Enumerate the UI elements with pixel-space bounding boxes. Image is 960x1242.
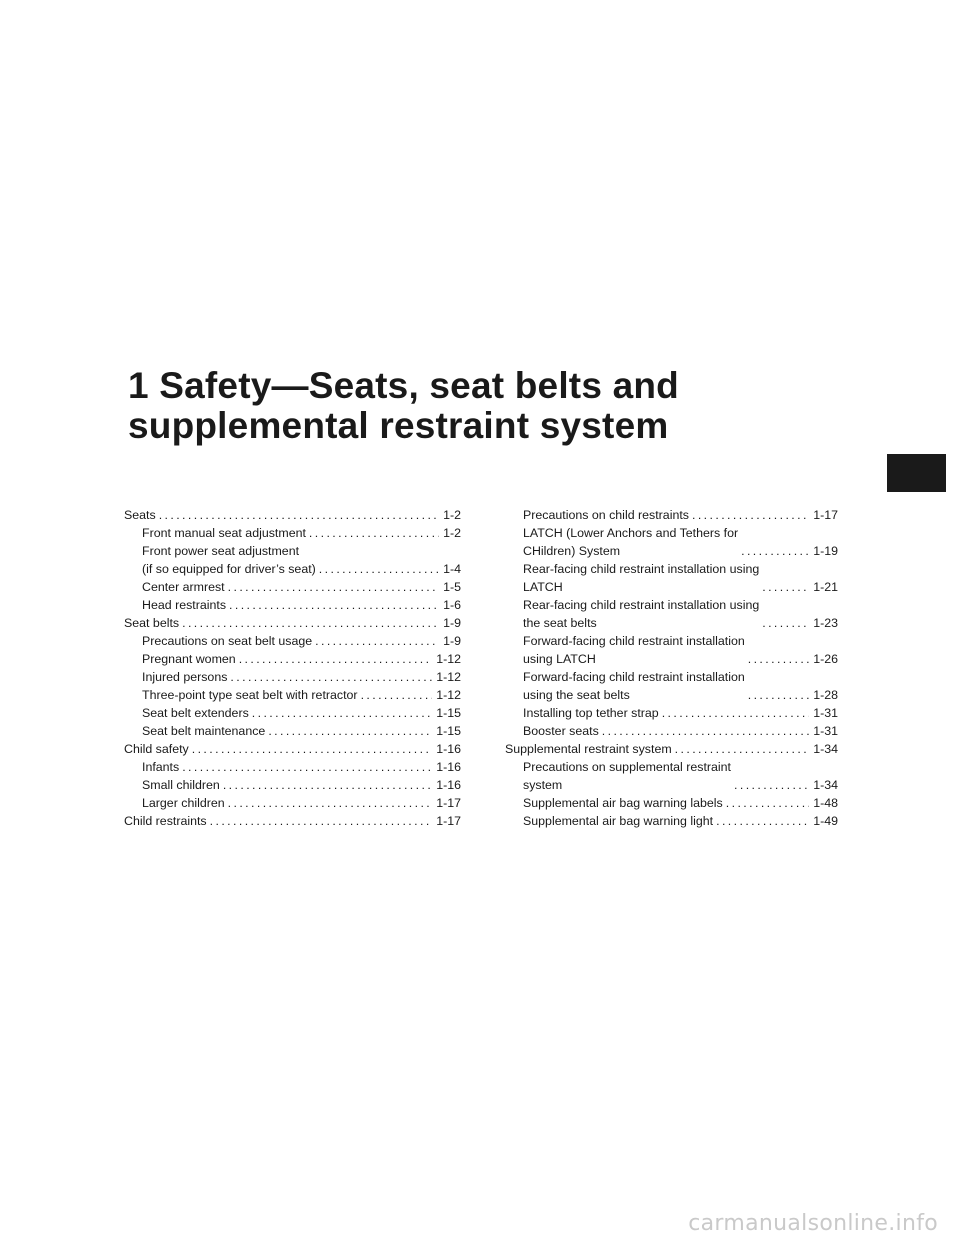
toc-leader-dots	[748, 650, 809, 668]
toc-entry-page: 1-28	[813, 688, 838, 702]
toc-entry-page: 1-31	[813, 706, 838, 720]
toc-leader-dots	[230, 668, 432, 686]
toc-entry-page: 1-12	[436, 688, 461, 702]
toc-entry[interactable]	[124, 614, 461, 632]
chapter-title-line-1: 1 Safety—Seats, seat belts and	[128, 365, 679, 406]
toc-entry-page: 1-9	[443, 616, 461, 630]
toc-entry-page: 1-26	[813, 652, 838, 666]
toc-entry-page: 1-17	[436, 814, 461, 828]
toc-leader-dots	[239, 650, 433, 668]
toc-entry-title: Supplemental restraint system	[505, 742, 672, 756]
toc-entry[interactable]	[124, 686, 461, 704]
toc-leader-dots	[228, 578, 439, 596]
toc-entry[interactable]	[505, 668, 838, 704]
toc-entry[interactable]	[124, 722, 461, 740]
toc-entry-page: 1-4	[443, 562, 461, 576]
toc-entry-page: 1-16	[436, 742, 461, 756]
toc-entry-page: 1-16	[436, 778, 461, 792]
toc-entry-page: 1-49	[813, 814, 838, 828]
toc-entry-page: 1-15	[436, 706, 461, 720]
toc-entry-page: 1-34	[813, 742, 838, 756]
toc-leader-dots	[228, 794, 433, 812]
toc-leader-dots	[726, 794, 809, 812]
toc-entry-page: 1-15	[436, 724, 461, 738]
chapter-title	[128, 366, 828, 446]
toc-entry-title: Supplemental air bag warning labels	[523, 796, 723, 810]
toc-entry[interactable]	[505, 704, 838, 722]
toc-entry-page: 1-19	[813, 544, 838, 558]
toc-entry-title: Infants	[142, 760, 180, 774]
toc-entry[interactable]	[124, 542, 461, 578]
toc-leader-dots	[762, 578, 809, 596]
toc-entry-title: Seat belt maintenance	[142, 724, 266, 738]
toc-entry-title: Forward-facing child restraint installation using the seat belts	[523, 670, 745, 702]
toc-entry-page: 1-31	[813, 724, 838, 738]
toc-leader-dots	[319, 560, 439, 578]
toc-entry-title: Head restraints	[142, 598, 227, 612]
toc-leader-dots	[182, 614, 439, 632]
toc-leader-dots	[210, 812, 433, 830]
toc-entry[interactable]	[505, 758, 838, 794]
toc-leader-dots	[315, 632, 439, 650]
toc-right-column	[505, 506, 838, 830]
toc-entry[interactable]	[505, 596, 838, 632]
toc-leader-dots	[361, 686, 433, 704]
toc-entry-title: Larger children	[142, 796, 225, 810]
toc-entry[interactable]	[124, 776, 461, 794]
toc-leader-dots	[268, 722, 432, 740]
toc-entry-title: LATCH (Lower Anchors and Tethers for CHildren) System	[523, 526, 739, 558]
toc-entry[interactable]	[505, 506, 838, 524]
toc-entry-page: 1-48	[813, 796, 838, 810]
toc-entry-title: Supplemental air bag warning light	[523, 814, 714, 828]
toc-leader-dots	[675, 740, 810, 758]
toc-entry[interactable]	[124, 812, 461, 830]
toc-entry-title: Installing top tether strap	[523, 706, 659, 720]
toc-entry[interactable]	[505, 722, 838, 740]
toc-leader-dots	[223, 776, 432, 794]
toc-entry-page: 1-6	[443, 598, 461, 612]
toc-entry[interactable]	[124, 596, 461, 614]
toc-entry-page: 1-2	[443, 508, 461, 522]
toc-entry-title: Seat belts	[124, 616, 180, 630]
toc-entry-page: 1-17	[436, 796, 461, 810]
toc-leader-dots	[192, 740, 432, 758]
toc-entry[interactable]	[505, 740, 838, 758]
toc-left-column	[124, 506, 461, 830]
toc-leader-dots	[309, 524, 439, 542]
toc-entry[interactable]	[124, 578, 461, 596]
toc-entry[interactable]	[124, 704, 461, 722]
toc-entry[interactable]	[124, 740, 461, 758]
toc-leader-dots	[692, 506, 809, 524]
toc-entry[interactable]	[124, 758, 461, 776]
toc-entry[interactable]	[124, 794, 461, 812]
toc-entry-title: Child safety	[124, 742, 189, 756]
watermark: carmanualsonline.info	[688, 1211, 938, 1236]
toc-entry[interactable]	[505, 560, 838, 596]
toc-entry-title: Seats	[124, 508, 156, 522]
toc-entry-title: Precautions on supplemental restraint system	[523, 760, 732, 792]
toc-entry[interactable]	[505, 812, 838, 830]
toc-entry[interactable]	[124, 632, 461, 650]
toc-leader-dots	[662, 704, 810, 722]
toc-entry-page: 1-34	[813, 778, 838, 792]
toc-entry-title: Center armrest	[142, 580, 225, 594]
toc-entry-page: 1-12	[436, 670, 461, 684]
toc-entry-title: Seat belt extenders	[142, 706, 249, 720]
toc-leader-dots	[741, 542, 809, 560]
toc-leader-dots	[159, 506, 439, 524]
toc-entry[interactable]	[505, 632, 838, 668]
toc-leader-dots	[748, 686, 809, 704]
toc-entry-title: Front manual seat adjustment	[142, 526, 306, 540]
toc-entry-title: Forward-facing child restraint installation using LATCH	[523, 634, 745, 666]
toc-entry-title: Injured persons	[142, 670, 228, 684]
toc-entry-page: 1-23	[813, 616, 838, 630]
toc-entry-page: 1-9	[443, 634, 461, 648]
toc-entry-title: Front power seat adjustment (if so equipped for driver’s seat)	[142, 544, 316, 576]
toc-entry-title: Three-point type seat belt with retractor	[142, 688, 358, 702]
toc-leader-dots	[229, 596, 439, 614]
toc-entry[interactable]	[124, 524, 461, 542]
toc-entry-title: Rear-facing child restraint installation using the seat belts	[523, 598, 760, 630]
toc-entry-title: Rear-facing child restraint installation using LATCH	[523, 562, 760, 594]
toc-leader-dots	[734, 776, 809, 794]
toc-entry-page: 1-17	[813, 508, 838, 522]
toc-entry-page: 1-16	[436, 760, 461, 774]
toc-leader-dots	[716, 812, 809, 830]
chapter-title-line-2: supplemental restraint system	[128, 405, 669, 446]
toc-entry-title: Precautions on seat belt usage	[142, 634, 313, 648]
toc-entry-title: Child restraints	[124, 814, 207, 828]
toc-entry[interactable]	[124, 506, 461, 524]
toc-leader-dots	[762, 614, 809, 632]
toc-entry[interactable]	[505, 524, 838, 560]
toc-leader-dots	[602, 722, 809, 740]
toc-entry-title: Precautions on child restraints	[523, 508, 689, 522]
toc-entry[interactable]	[124, 650, 461, 668]
toc-entry-page: 1-12	[436, 652, 461, 666]
toc-entry-page: 1-21	[813, 580, 838, 594]
toc-entry-title: Booster seats	[523, 724, 599, 738]
toc-leader-dots	[252, 704, 432, 722]
toc-entry[interactable]	[124, 668, 461, 686]
chapter-thumb-tab	[887, 454, 946, 492]
toc-entry-page: 1-5	[443, 580, 461, 594]
toc-entry[interactable]	[505, 794, 838, 812]
toc-leader-dots	[182, 758, 432, 776]
toc-entry-page: 1-2	[443, 526, 461, 540]
toc-entry-title: Pregnant women	[142, 652, 236, 666]
toc-entry-title: Small children	[142, 778, 220, 792]
